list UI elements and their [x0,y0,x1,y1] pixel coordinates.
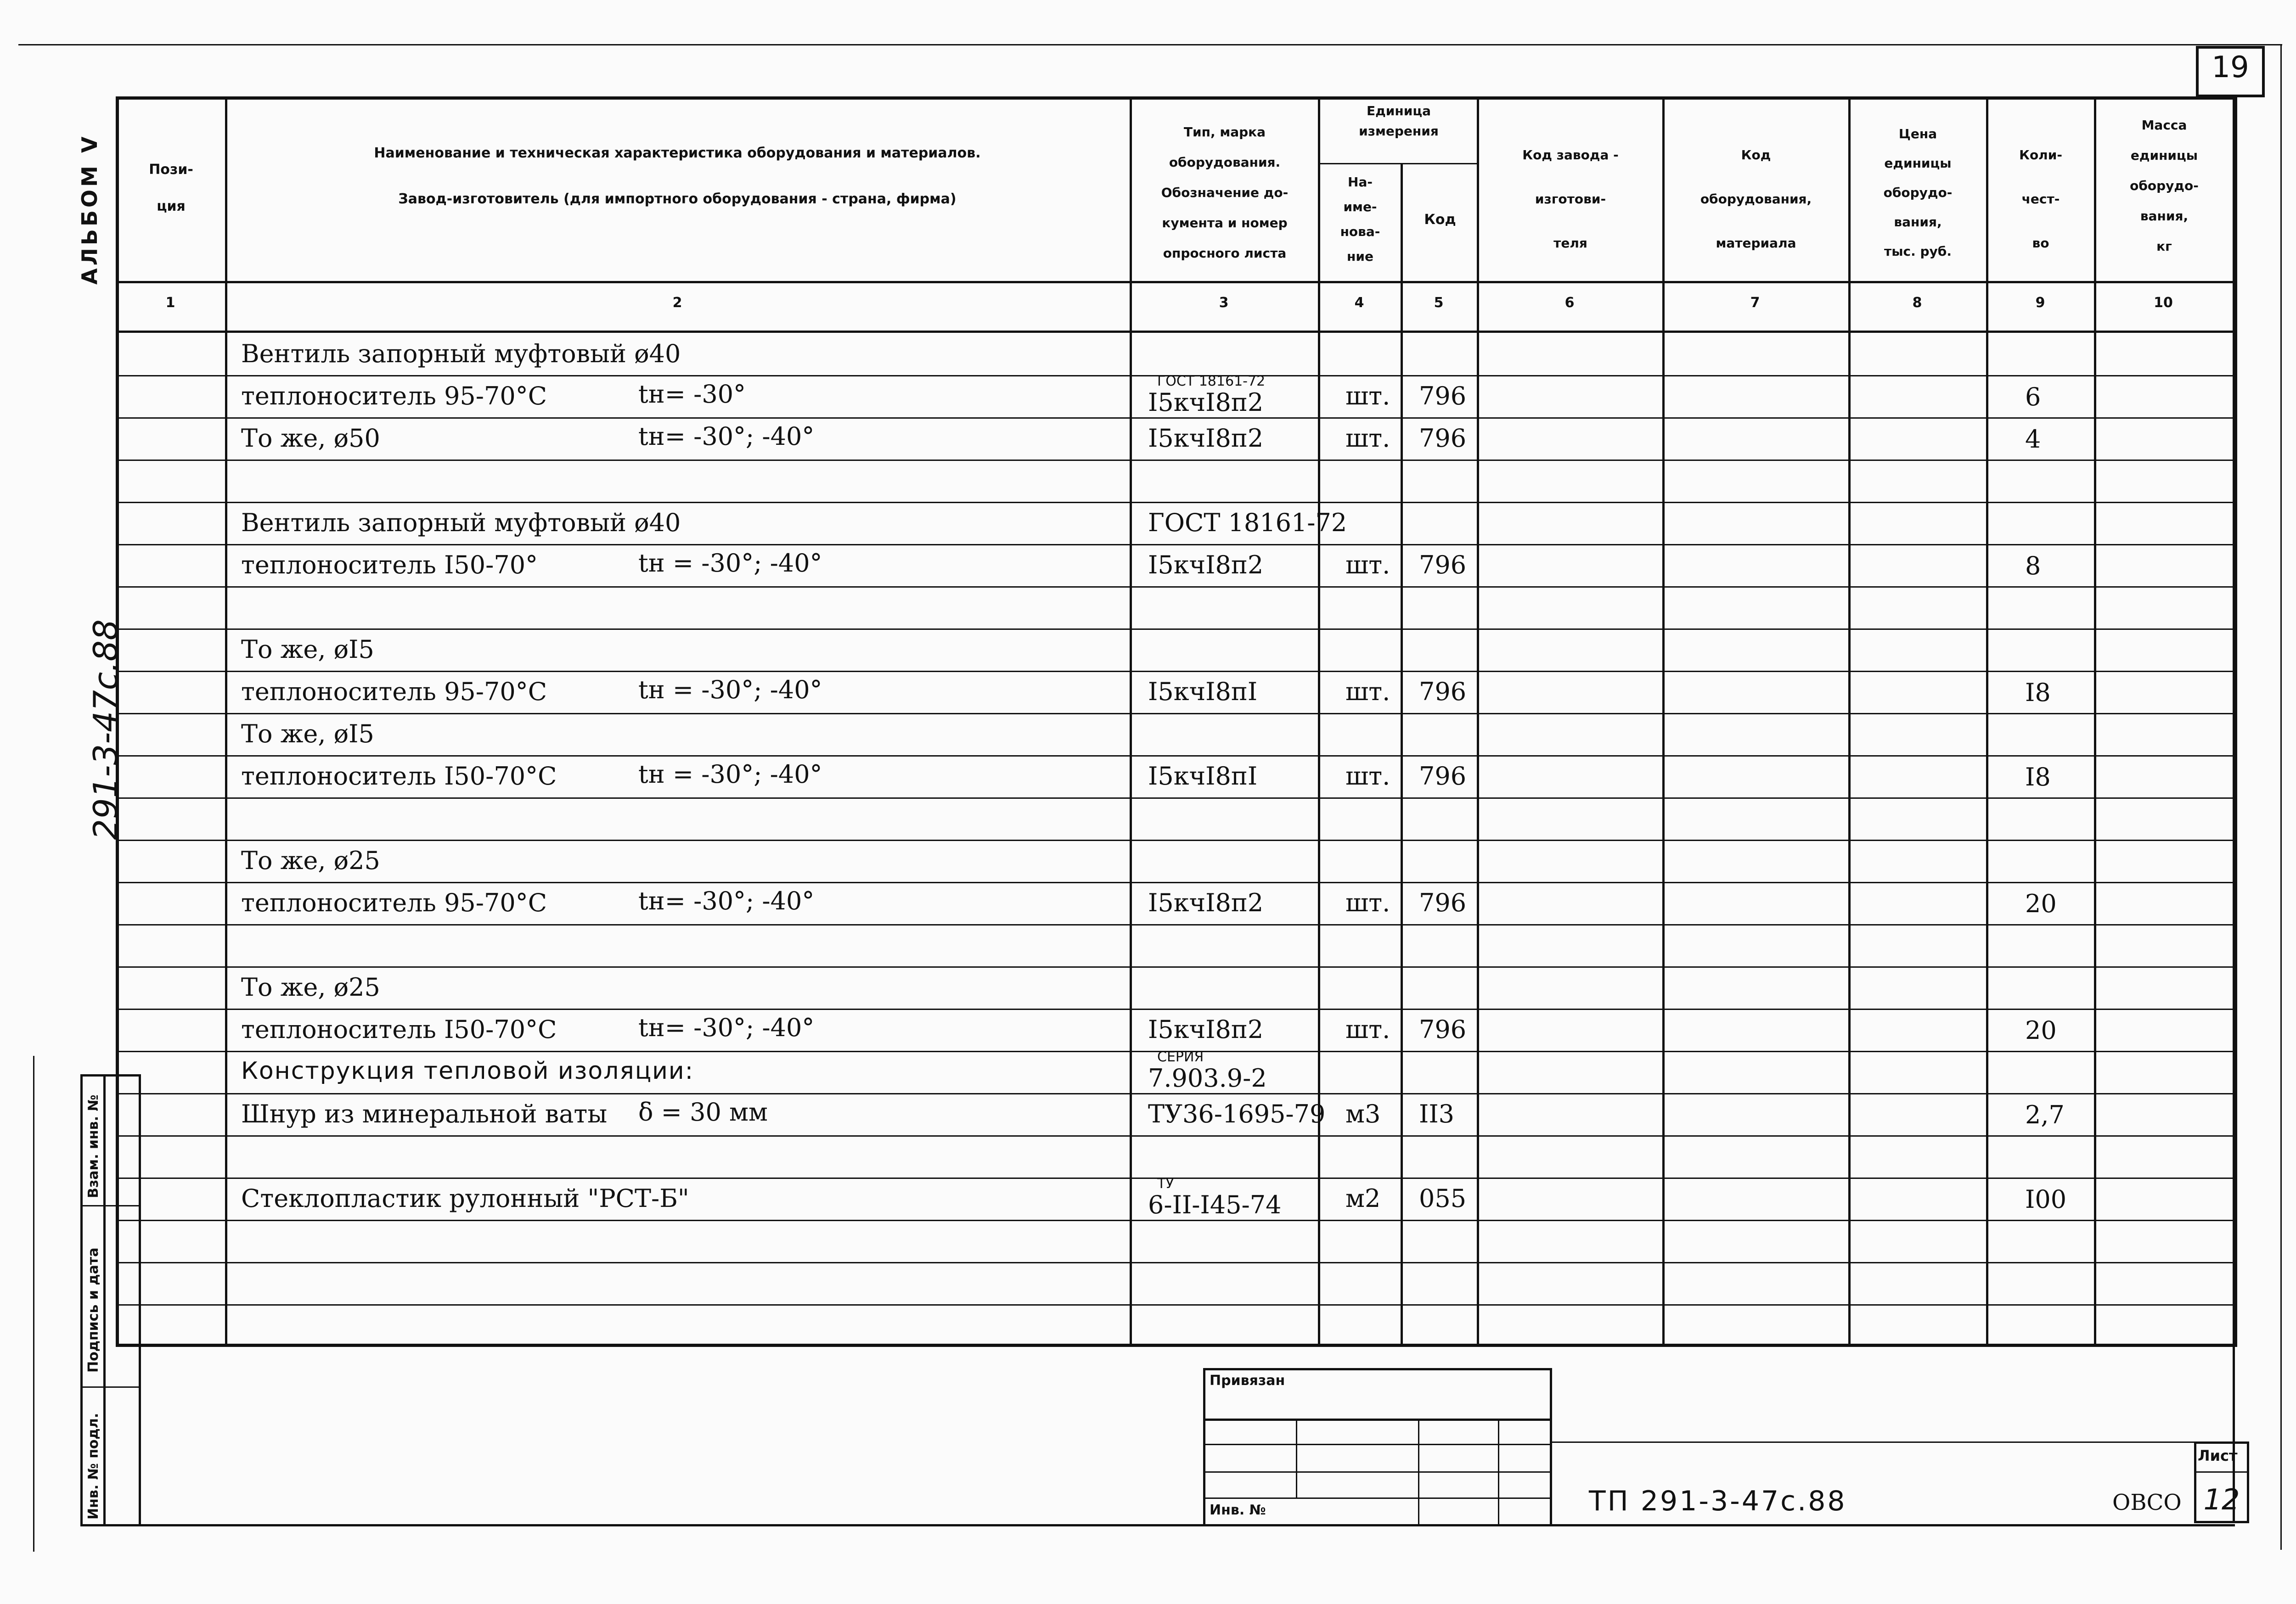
row-temperature: δ = 30 мм [638,1098,768,1127]
stamp-line-1 [1203,1419,1552,1421]
list-box-line [2194,1471,2249,1473]
header-quantity: Коли- чест- во [2019,147,2062,251]
row-temperature: tн = -30°; -40° [638,675,822,704]
row-unit: шт. [1345,762,1390,791]
col-line-10 [2233,96,2235,1522]
row-type: I5кчI8п2 [1148,1015,1264,1044]
row-name: То же, ø50 [241,424,380,453]
row-unit-code: 796 [1419,381,1467,410]
row-type: 7.903.9-2 [1148,1064,1267,1093]
col-line-3 [1318,96,1320,1347]
left-strip-inv-podl: Инв. № подл. [85,1413,101,1520]
row-type: I5кчI8п2 [1148,388,1264,417]
row-name: теплоноситель 95-70°С [241,381,547,410]
row-temperature: tн= -30°; -40° [638,1013,815,1042]
row-type-note: ТУ [1157,1176,1174,1192]
top-margin-line [18,44,2282,45]
left-strip-divider [103,1074,106,1526]
header-unit-code: Код [1424,212,1456,228]
row-unit: м2 [1345,1184,1381,1213]
row-divider [116,460,2237,461]
stamp-right-top-line [1552,1441,2195,1443]
header-bottom-line [116,281,2237,283]
row-name: теплоноситель I50-70° [241,550,538,579]
row-quantity: 6 [2025,382,2041,411]
side-drawing-code: 291-3-47с.88 [86,619,125,840]
album-label: АЛЬБОМ V [77,134,102,285]
row-divider [116,417,2237,419]
stamp-privyazan: Привязан [1210,1373,1285,1389]
stamp-vline-2 [1418,1419,1419,1526]
row-divider [116,966,2237,968]
column-number: 2 [672,295,682,311]
row-unit-code: 796 [1419,677,1467,706]
column-number-bottom-line [116,331,2237,333]
header-type: Тип, марка оборудования. Обозначение до- кумента и номер опросного листа [1161,124,1289,261]
row-name: теплоноситель I50-70°С [241,1015,557,1044]
left-strip-line-2 [80,1386,141,1388]
list-label: Лист [2198,1447,2238,1464]
left-strip-podpis: Подпись и дата [85,1247,101,1373]
row-unit: шт. [1345,888,1390,917]
header-unit-name: На- име- нова- ние [1340,174,1380,264]
column-number: 7 [1750,295,1760,311]
row-name: теплоноситель I50-70°С [241,762,557,791]
page-number: 19 [2212,50,2249,84]
row-name: Стеклопластик рулонный "РСТ-Б" [241,1184,689,1213]
header-name-line1: Наименование и техническая характеристика оборудования и материалов. [374,145,981,161]
bottom-table-line [141,1524,2235,1526]
row-type-note: СЕРИЯ [1157,1049,1204,1065]
column-number: 5 [1434,295,1444,311]
row-divider [116,671,2237,672]
row-unit-code: 796 [1419,762,1467,791]
right-margin-line [2280,44,2282,1550]
row-unit-code: 796 [1419,424,1467,453]
stamp-line-3 [1203,1471,1552,1473]
row-quantity: 2,7 [2025,1100,2065,1129]
col-line-8 [1986,96,1988,1347]
column-number: 10 [2154,295,2173,311]
row-unit: шт. [1345,550,1390,579]
doc-code: ТП 291-3-47с.88 [1589,1485,1847,1517]
row-unit-code: 796 [1419,1015,1467,1044]
row-divider [116,713,2237,714]
row-type: I5кчI8пI [1148,762,1258,791]
row-name: теплоноситель 95-70°С [241,677,547,706]
row-divider [116,1304,2237,1306]
row-type: I5кчI8п2 [1148,550,1264,579]
row-unit: шт. [1345,381,1390,410]
row-divider [116,628,2237,630]
row-divider [116,502,2237,503]
column-number: 8 [1912,295,1922,311]
row-type: 6-II-I45-74 [1148,1190,1282,1219]
col-line-7 [1848,96,1851,1347]
header-equipment-code: Код оборудования, материала [1700,147,1812,251]
row-unit-code: 796 [1419,550,1467,579]
header-unit: Единица измерения [1359,103,1439,139]
row-name: Конструкция тепловой изоляции: [241,1057,694,1085]
row-type: I5кчI8п2 [1148,888,1264,917]
row-name: То же, ø25 [241,973,380,1002]
row-quantity: I00 [2025,1185,2067,1214]
row-name: Шнур из минеральной ваты [241,1099,608,1128]
row-divider [116,1093,2237,1094]
row-unit-code: II3 [1419,1099,1455,1128]
stamp-line-4 [1203,1497,1552,1499]
row-divider [116,882,2237,883]
left-margin-line [33,1056,34,1552]
row-divider [116,544,2237,545]
stamp-line-2 [1203,1444,1552,1445]
row-name: То же, øI5 [241,635,374,664]
header-factory-code: Код завода - изготови- теля [1522,147,1619,251]
row-quantity: 20 [2025,1016,2057,1045]
stamp-vline-1 [1296,1419,1297,1497]
row-type: I5кчI8п2 [1148,424,1264,453]
header-name-line2: Завод-изготовитель (для импортного оборудования - страна, фирма) [398,191,957,207]
column-number: 3 [1219,295,1229,311]
row-type: ТУ36-1695-79 [1148,1099,1326,1128]
row-divider [116,586,2237,588]
row-temperature: tн = -30°; -40° [638,760,822,789]
row-divider [116,1178,2237,1179]
stamp-vline-3 [1498,1419,1499,1526]
row-divider [116,797,2237,799]
col-line-5 [1477,96,1479,1347]
row-quantity: 4 [2025,425,2041,454]
row-divider [116,1135,2237,1137]
row-unit: м3 [1345,1099,1381,1128]
row-type: ГОСТ 18161-72 [1148,508,1347,537]
header-price: Цена единицы оборудо- вания, тыс. руб. [1883,126,1953,259]
row-type-note: ГОСТ 18161-72 [1157,373,1266,389]
row-temperature: tн= -30°; -40° [638,422,815,451]
row-divider [116,924,2237,925]
row-quantity: I8 [2025,763,2051,791]
column-number: 4 [1354,295,1364,311]
row-name: Вентиль запорный муфтовый ø40 [241,508,681,537]
row-temperature: tн = -30°; -40° [638,549,822,578]
row-unit: шт. [1345,424,1390,453]
row-type: I5кчI8пI [1148,677,1258,706]
row-quantity: I8 [2025,678,2051,707]
row-quantity: 20 [2025,889,2057,918]
column-number: 1 [165,295,175,311]
row-name: теплоноситель 95-70°С [241,888,547,917]
col-line-2 [1130,96,1132,1347]
column-number: 9 [2035,295,2045,311]
spec-table [116,96,2237,1347]
col-line-9 [2094,96,2096,1347]
row-divider [116,840,2237,841]
obco-mark: ОВСО [2112,1490,2182,1515]
row-temperature: tн= -30° [638,380,746,409]
row-name: То же, øI5 [241,719,374,748]
row-quantity: 8 [2025,551,2041,580]
col-line-6 [1662,96,1665,1347]
row-unit-code: 796 [1419,888,1467,917]
list-number: 12 [2203,1483,2240,1516]
row-unit: шт. [1345,677,1390,706]
row-temperature: tн= -30°; -40° [638,886,815,915]
column-number: 6 [1564,295,1575,311]
unit-split-line [1318,163,1477,164]
left-strip-line-1 [80,1205,141,1206]
row-divider [116,1262,2237,1263]
stamp-inv-no: Инв. № [1210,1502,1266,1518]
row-unit: шт. [1345,1015,1390,1044]
row-divider [116,1220,2237,1221]
header-mass: Масса единицы оборудо- вания, кг [2130,118,2199,254]
row-name: Вентиль запорный муфтовый ø40 [241,339,681,368]
row-unit-code: 055 [1419,1184,1467,1213]
header-position: Пози- ция [149,162,193,214]
row-name: То же, ø25 [241,846,380,875]
row-divider [116,755,2237,757]
row-divider [116,1009,2237,1010]
left-strip-vzam: Взам. инв. № [85,1094,101,1198]
col-line-1 [225,96,227,1347]
